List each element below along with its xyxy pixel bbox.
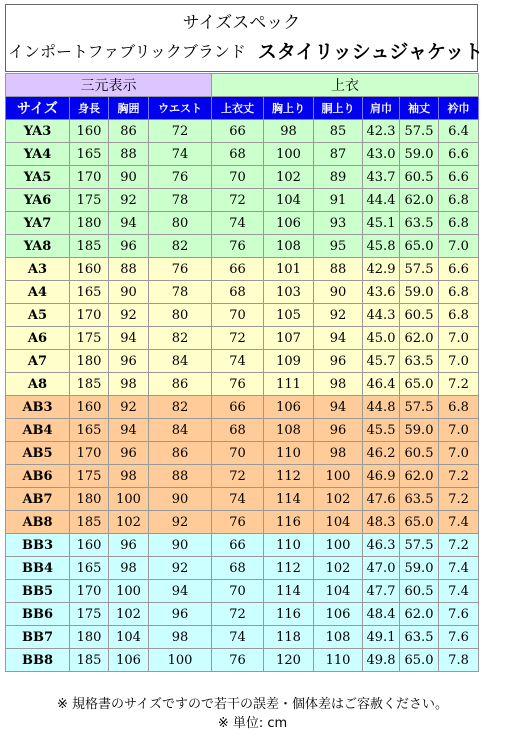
cell-height: 180 bbox=[70, 350, 109, 373]
cell-waist-up: 94 bbox=[314, 396, 363, 419]
cell-waist-up: 90 bbox=[314, 281, 363, 304]
cell-size: YA6 bbox=[6, 189, 70, 212]
cell-length: 72 bbox=[212, 189, 264, 212]
cell-chest-up: 109 bbox=[264, 350, 314, 373]
cell-chest-up: 106 bbox=[264, 212, 314, 235]
cell-size: YA5 bbox=[6, 166, 70, 189]
cell-chest: 94 bbox=[109, 212, 149, 235]
cell-sleeve: 59.0 bbox=[400, 281, 439, 304]
cell-waist: 92 bbox=[149, 557, 212, 580]
cell-sleeve: 65.0 bbox=[400, 235, 439, 258]
cell-chest-up: 100 bbox=[264, 143, 314, 166]
cell-size: BB6 bbox=[6, 603, 70, 626]
cell-shoulder: 43.7 bbox=[363, 166, 400, 189]
cell-size: A8 bbox=[6, 373, 70, 396]
cell-waist: 98 bbox=[149, 626, 212, 649]
cell-sleeve: 57.5 bbox=[400, 258, 439, 281]
product-name: スタイリッシュジャケット bbox=[257, 41, 484, 63]
cell-chest-up: 120 bbox=[264, 649, 314, 672]
cell-size: A5 bbox=[6, 304, 70, 327]
cell-length: 66 bbox=[212, 258, 264, 281]
cell-length: 68 bbox=[212, 419, 264, 442]
cell-waist: 82 bbox=[149, 235, 212, 258]
cell-collar: 7.4 bbox=[439, 580, 479, 603]
title-box bbox=[5, 4, 484, 72]
cell-length: 74 bbox=[212, 626, 264, 649]
cell-chest: 94 bbox=[109, 327, 149, 350]
table-row bbox=[6, 235, 479, 258]
cell-waist-up: 96 bbox=[314, 419, 363, 442]
cell-collar: 6.4 bbox=[439, 120, 479, 143]
cell-size: AB3 bbox=[6, 396, 70, 419]
cell-length: 68 bbox=[212, 143, 264, 166]
cell-chest: 88 bbox=[109, 143, 149, 166]
cell-waist: 86 bbox=[149, 442, 212, 465]
cell-chest-up: 98 bbox=[264, 120, 314, 143]
cell-collar: 7.0 bbox=[439, 350, 479, 373]
disclaimer-note: ※ 規格書のサイズですので若干の誤差・個体差はご容赦ください。 bbox=[57, 697, 448, 712]
cell-height: 185 bbox=[70, 511, 109, 534]
cell-waist-up: 108 bbox=[314, 626, 363, 649]
cell-size: YA8 bbox=[6, 235, 70, 258]
cell-waist: 80 bbox=[149, 212, 212, 235]
cell-height: 180 bbox=[70, 212, 109, 235]
header-size: サイズ bbox=[6, 97, 70, 120]
cell-height: 185 bbox=[70, 235, 109, 258]
cell-shoulder: 44.3 bbox=[363, 304, 400, 327]
cell-waist: 82 bbox=[149, 396, 212, 419]
cell-waist-up: 92 bbox=[314, 304, 363, 327]
cell-shoulder: 45.8 bbox=[363, 235, 400, 258]
cell-waist: 82 bbox=[149, 327, 212, 350]
cell-shoulder: 48.4 bbox=[363, 603, 400, 626]
cell-height: 185 bbox=[70, 649, 109, 672]
cell-waist: 90 bbox=[149, 488, 212, 511]
cell-waist-up: 96 bbox=[314, 350, 363, 373]
cell-height: 175 bbox=[70, 465, 109, 488]
cell-collar: 7.4 bbox=[439, 511, 479, 534]
cell-size: BB3 bbox=[6, 534, 70, 557]
cell-sleeve: 63.5 bbox=[400, 488, 439, 511]
cell-sleeve: 63.5 bbox=[400, 350, 439, 373]
group-jacket-measurements: 上衣 bbox=[212, 74, 479, 97]
cell-shoulder: 43.0 bbox=[363, 143, 400, 166]
table-row bbox=[6, 603, 479, 626]
cell-shoulder: 46.3 bbox=[363, 534, 400, 557]
cell-waist-up: 100 bbox=[314, 534, 363, 557]
cell-size: YA3 bbox=[6, 120, 70, 143]
cell-length: 72 bbox=[212, 327, 264, 350]
cell-collar: 7.6 bbox=[439, 603, 479, 626]
table-row bbox=[6, 511, 479, 534]
cell-waist-up: 102 bbox=[314, 488, 363, 511]
cell-height: 170 bbox=[70, 580, 109, 603]
cell-collar: 6.6 bbox=[439, 258, 479, 281]
cell-chest: 90 bbox=[109, 166, 149, 189]
cell-waist-up: 89 bbox=[314, 166, 363, 189]
cell-size: BB4 bbox=[6, 557, 70, 580]
cell-sleeve: 62.0 bbox=[400, 603, 439, 626]
cell-sleeve: 57.5 bbox=[400, 534, 439, 557]
cell-chest: 102 bbox=[109, 603, 149, 626]
cell-chest: 88 bbox=[109, 258, 149, 281]
unit-note: ※ 単位: cm bbox=[217, 716, 288, 731]
cell-length: 68 bbox=[212, 557, 264, 580]
cell-height: 160 bbox=[70, 120, 109, 143]
cell-chest: 94 bbox=[109, 419, 149, 442]
cell-shoulder: 44.8 bbox=[363, 396, 400, 419]
cell-sleeve: 60.5 bbox=[400, 580, 439, 603]
table-row bbox=[6, 373, 479, 396]
table-row bbox=[6, 534, 479, 557]
cell-sleeve: 60.5 bbox=[400, 442, 439, 465]
cell-shoulder: 45.7 bbox=[363, 350, 400, 373]
cell-waist-up: 102 bbox=[314, 557, 363, 580]
cell-length: 70 bbox=[212, 304, 264, 327]
brand-label: インポートファブリックブランド bbox=[8, 42, 246, 61]
cell-chest: 100 bbox=[109, 488, 149, 511]
cell-height: 175 bbox=[70, 603, 109, 626]
cell-sleeve: 62.0 bbox=[400, 465, 439, 488]
cell-length: 66 bbox=[212, 396, 264, 419]
cell-waist: 90 bbox=[149, 534, 212, 557]
cell-chest-up: 110 bbox=[264, 534, 314, 557]
cell-chest: 96 bbox=[109, 442, 149, 465]
cell-chest-up: 102 bbox=[264, 166, 314, 189]
cell-sleeve: 65.0 bbox=[400, 649, 439, 672]
group-header-row bbox=[6, 74, 479, 97]
header-chest-up: 胸上り bbox=[264, 97, 314, 120]
table-row bbox=[6, 626, 479, 649]
cell-height: 165 bbox=[70, 419, 109, 442]
table-row bbox=[6, 166, 479, 189]
cell-size: YA4 bbox=[6, 143, 70, 166]
cell-waist-up: 106 bbox=[314, 603, 363, 626]
cell-size: AB8 bbox=[6, 511, 70, 534]
cell-chest-up: 104 bbox=[264, 189, 314, 212]
cell-sleeve: 63.5 bbox=[400, 626, 439, 649]
table-row bbox=[6, 258, 479, 281]
cell-chest-up: 106 bbox=[264, 396, 314, 419]
cell-waist-up: 98 bbox=[314, 442, 363, 465]
cell-chest: 90 bbox=[109, 281, 149, 304]
cell-waist: 72 bbox=[149, 120, 212, 143]
cell-chest: 104 bbox=[109, 626, 149, 649]
cell-sleeve: 62.0 bbox=[400, 189, 439, 212]
cell-chest: 96 bbox=[109, 534, 149, 557]
size-spec-table bbox=[5, 73, 479, 672]
cell-size: A6 bbox=[6, 327, 70, 350]
cell-shoulder: 49.8 bbox=[363, 649, 400, 672]
cell-length: 76 bbox=[212, 649, 264, 672]
cell-length: 72 bbox=[212, 465, 264, 488]
cell-waist: 88 bbox=[149, 465, 212, 488]
group-body-measurements: 三元表示 bbox=[6, 74, 212, 97]
cell-shoulder: 47.0 bbox=[363, 557, 400, 580]
cell-height: 180 bbox=[70, 488, 109, 511]
cell-collar: 7.0 bbox=[439, 235, 479, 258]
cell-collar: 6.6 bbox=[439, 143, 479, 166]
cell-collar: 7.2 bbox=[439, 488, 479, 511]
cell-height: 175 bbox=[70, 189, 109, 212]
cell-waist-up: 94 bbox=[314, 327, 363, 350]
header-waist-up: 胴上り bbox=[314, 97, 363, 120]
table-row bbox=[6, 442, 479, 465]
table-row bbox=[6, 281, 479, 304]
cell-shoulder: 46.4 bbox=[363, 373, 400, 396]
table-row bbox=[6, 143, 479, 166]
cell-sleeve: 59.0 bbox=[400, 557, 439, 580]
cell-length: 74 bbox=[212, 488, 264, 511]
cell-size: YA7 bbox=[6, 212, 70, 235]
cell-chest: 86 bbox=[109, 120, 149, 143]
cell-waist: 84 bbox=[149, 419, 212, 442]
cell-waist: 92 bbox=[149, 511, 212, 534]
table-row bbox=[6, 304, 479, 327]
cell-length: 74 bbox=[212, 350, 264, 373]
cell-chest-up: 110 bbox=[264, 442, 314, 465]
header-shoulder: 肩巾 bbox=[363, 97, 400, 120]
header-collar: 衿巾 bbox=[439, 97, 479, 120]
cell-length: 70 bbox=[212, 166, 264, 189]
table-row bbox=[6, 465, 479, 488]
cell-waist: 84 bbox=[149, 350, 212, 373]
header-waist: ウエスト bbox=[149, 97, 212, 120]
cell-waist: 74 bbox=[149, 143, 212, 166]
cell-chest-up: 116 bbox=[264, 603, 314, 626]
cell-waist-up: 104 bbox=[314, 580, 363, 603]
cell-collar: 7.4 bbox=[439, 557, 479, 580]
cell-chest-up: 112 bbox=[264, 557, 314, 580]
cell-shoulder: 46.2 bbox=[363, 442, 400, 465]
cell-waist-up: 95 bbox=[314, 235, 363, 258]
cell-size: AB4 bbox=[6, 419, 70, 442]
cell-waist: 94 bbox=[149, 580, 212, 603]
cell-collar: 6.8 bbox=[439, 281, 479, 304]
cell-sleeve: 59.0 bbox=[400, 419, 439, 442]
cell-height: 160 bbox=[70, 534, 109, 557]
cell-waist-up: 85 bbox=[314, 120, 363, 143]
cell-length: 76 bbox=[212, 235, 264, 258]
cell-chest-up: 108 bbox=[264, 419, 314, 442]
cell-waist-up: 98 bbox=[314, 373, 363, 396]
cell-chest: 96 bbox=[109, 350, 149, 373]
table-row bbox=[6, 212, 479, 235]
cell-shoulder: 44.4 bbox=[363, 189, 400, 212]
cell-chest: 98 bbox=[109, 465, 149, 488]
table-row bbox=[6, 649, 479, 672]
cell-chest-up: 112 bbox=[264, 465, 314, 488]
cell-waist: 78 bbox=[149, 189, 212, 212]
cell-height: 170 bbox=[70, 304, 109, 327]
cell-length: 70 bbox=[212, 580, 264, 603]
cell-collar: 6.8 bbox=[439, 304, 479, 327]
cell-size: AB7 bbox=[6, 488, 70, 511]
cell-chest: 106 bbox=[109, 649, 149, 672]
cell-sleeve: 60.5 bbox=[400, 304, 439, 327]
cell-shoulder: 47.7 bbox=[363, 580, 400, 603]
cell-collar: 6.8 bbox=[439, 189, 479, 212]
cell-waist: 78 bbox=[149, 281, 212, 304]
cell-size: A7 bbox=[6, 350, 70, 373]
header-chest: 胸囲 bbox=[109, 97, 149, 120]
cell-waist: 96 bbox=[149, 603, 212, 626]
cell-shoulder: 43.6 bbox=[363, 281, 400, 304]
table-row bbox=[6, 189, 479, 212]
cell-collar: 7.8 bbox=[439, 649, 479, 672]
cell-waist: 76 bbox=[149, 166, 212, 189]
cell-chest: 92 bbox=[109, 189, 149, 212]
cell-chest: 98 bbox=[109, 373, 149, 396]
cell-size: BB7 bbox=[6, 626, 70, 649]
cell-height: 170 bbox=[70, 166, 109, 189]
cell-chest-up: 111 bbox=[264, 373, 314, 396]
cell-length: 76 bbox=[212, 511, 264, 534]
cell-height: 165 bbox=[70, 143, 109, 166]
cell-sleeve: 63.5 bbox=[400, 212, 439, 235]
cell-height: 160 bbox=[70, 396, 109, 419]
cell-size: AB5 bbox=[6, 442, 70, 465]
cell-collar: 7.0 bbox=[439, 442, 479, 465]
cell-sleeve: 60.5 bbox=[400, 166, 439, 189]
table-row bbox=[6, 419, 479, 442]
cell-waist: 100 bbox=[149, 649, 212, 672]
cell-waist-up: 88 bbox=[314, 258, 363, 281]
cell-waist-up: 87 bbox=[314, 143, 363, 166]
cell-chest-up: 116 bbox=[264, 511, 314, 534]
cell-length: 76 bbox=[212, 373, 264, 396]
table-row bbox=[6, 350, 479, 373]
cell-chest: 92 bbox=[109, 304, 149, 327]
cell-chest: 96 bbox=[109, 235, 149, 258]
cell-chest: 98 bbox=[109, 557, 149, 580]
cell-chest: 92 bbox=[109, 396, 149, 419]
cell-height: 175 bbox=[70, 327, 109, 350]
cell-chest-up: 114 bbox=[264, 580, 314, 603]
cell-waist-up: 91 bbox=[314, 189, 363, 212]
cell-collar: 6.8 bbox=[439, 212, 479, 235]
cell-waist-up: 100 bbox=[314, 465, 363, 488]
table-row bbox=[6, 580, 479, 603]
cell-collar: 7.2 bbox=[439, 465, 479, 488]
cell-size: A4 bbox=[6, 281, 70, 304]
cell-sleeve: 57.5 bbox=[400, 120, 439, 143]
cell-length: 66 bbox=[212, 120, 264, 143]
table-row bbox=[6, 396, 479, 419]
cell-chest-up: 107 bbox=[264, 327, 314, 350]
cell-length: 66 bbox=[212, 534, 264, 557]
cell-sleeve: 62.0 bbox=[400, 327, 439, 350]
header-height: 身長 bbox=[70, 97, 109, 120]
cell-chest-up: 105 bbox=[264, 304, 314, 327]
column-header-row bbox=[6, 97, 479, 120]
cell-shoulder: 46.9 bbox=[363, 465, 400, 488]
cell-length: 70 bbox=[212, 442, 264, 465]
cell-waist-up: 93 bbox=[314, 212, 363, 235]
cell-chest-up: 103 bbox=[264, 281, 314, 304]
cell-waist: 86 bbox=[149, 373, 212, 396]
cell-height: 180 bbox=[70, 626, 109, 649]
subtitle-line bbox=[8, 37, 483, 64]
cell-collar: 7.0 bbox=[439, 419, 479, 442]
cell-shoulder: 45.1 bbox=[363, 212, 400, 235]
cell-shoulder: 48.3 bbox=[363, 511, 400, 534]
cell-waist: 80 bbox=[149, 304, 212, 327]
cell-shoulder: 45.0 bbox=[363, 327, 400, 350]
cell-height: 160 bbox=[70, 258, 109, 281]
cell-chest-up: 114 bbox=[264, 488, 314, 511]
cell-collar: 7.6 bbox=[439, 626, 479, 649]
cell-sleeve: 65.0 bbox=[400, 511, 439, 534]
cell-chest-up: 108 bbox=[264, 235, 314, 258]
cell-length: 68 bbox=[212, 281, 264, 304]
cell-shoulder: 42.9 bbox=[363, 258, 400, 281]
cell-collar: 6.8 bbox=[439, 396, 479, 419]
cell-chest-up: 118 bbox=[264, 626, 314, 649]
cell-length: 74 bbox=[212, 212, 264, 235]
cell-collar: 7.2 bbox=[439, 373, 479, 396]
cell-height: 165 bbox=[70, 281, 109, 304]
cell-sleeve: 57.5 bbox=[400, 396, 439, 419]
table-row bbox=[6, 120, 479, 143]
cell-waist: 76 bbox=[149, 258, 212, 281]
cell-height: 185 bbox=[70, 373, 109, 396]
cell-collar: 7.0 bbox=[439, 327, 479, 350]
cell-shoulder: 42.3 bbox=[363, 120, 400, 143]
cell-chest: 100 bbox=[109, 580, 149, 603]
cell-size: A3 bbox=[6, 258, 70, 281]
cell-sleeve: 65.0 bbox=[400, 373, 439, 396]
cell-waist-up: 104 bbox=[314, 511, 363, 534]
header-length: 上衣丈 bbox=[212, 97, 264, 120]
cell-shoulder: 47.6 bbox=[363, 488, 400, 511]
cell-collar: 6.6 bbox=[439, 166, 479, 189]
cell-shoulder: 49.1 bbox=[363, 626, 400, 649]
table-row bbox=[6, 488, 479, 511]
page-title: サイズスペック bbox=[182, 13, 301, 33]
table-row bbox=[6, 327, 479, 350]
cell-waist-up: 110 bbox=[314, 649, 363, 672]
cell-height: 165 bbox=[70, 557, 109, 580]
cell-collar: 7.2 bbox=[439, 534, 479, 557]
cell-chest: 102 bbox=[109, 511, 149, 534]
cell-size: AB6 bbox=[6, 465, 70, 488]
cell-shoulder: 45.5 bbox=[363, 419, 400, 442]
cell-size: BB5 bbox=[6, 580, 70, 603]
cell-chest-up: 101 bbox=[264, 258, 314, 281]
cell-length: 72 bbox=[212, 603, 264, 626]
cell-sleeve: 59.0 bbox=[400, 143, 439, 166]
cell-size: BB8 bbox=[6, 649, 70, 672]
table-row bbox=[6, 557, 479, 580]
header-sleeve: 袖丈 bbox=[400, 97, 439, 120]
cell-height: 170 bbox=[70, 442, 109, 465]
